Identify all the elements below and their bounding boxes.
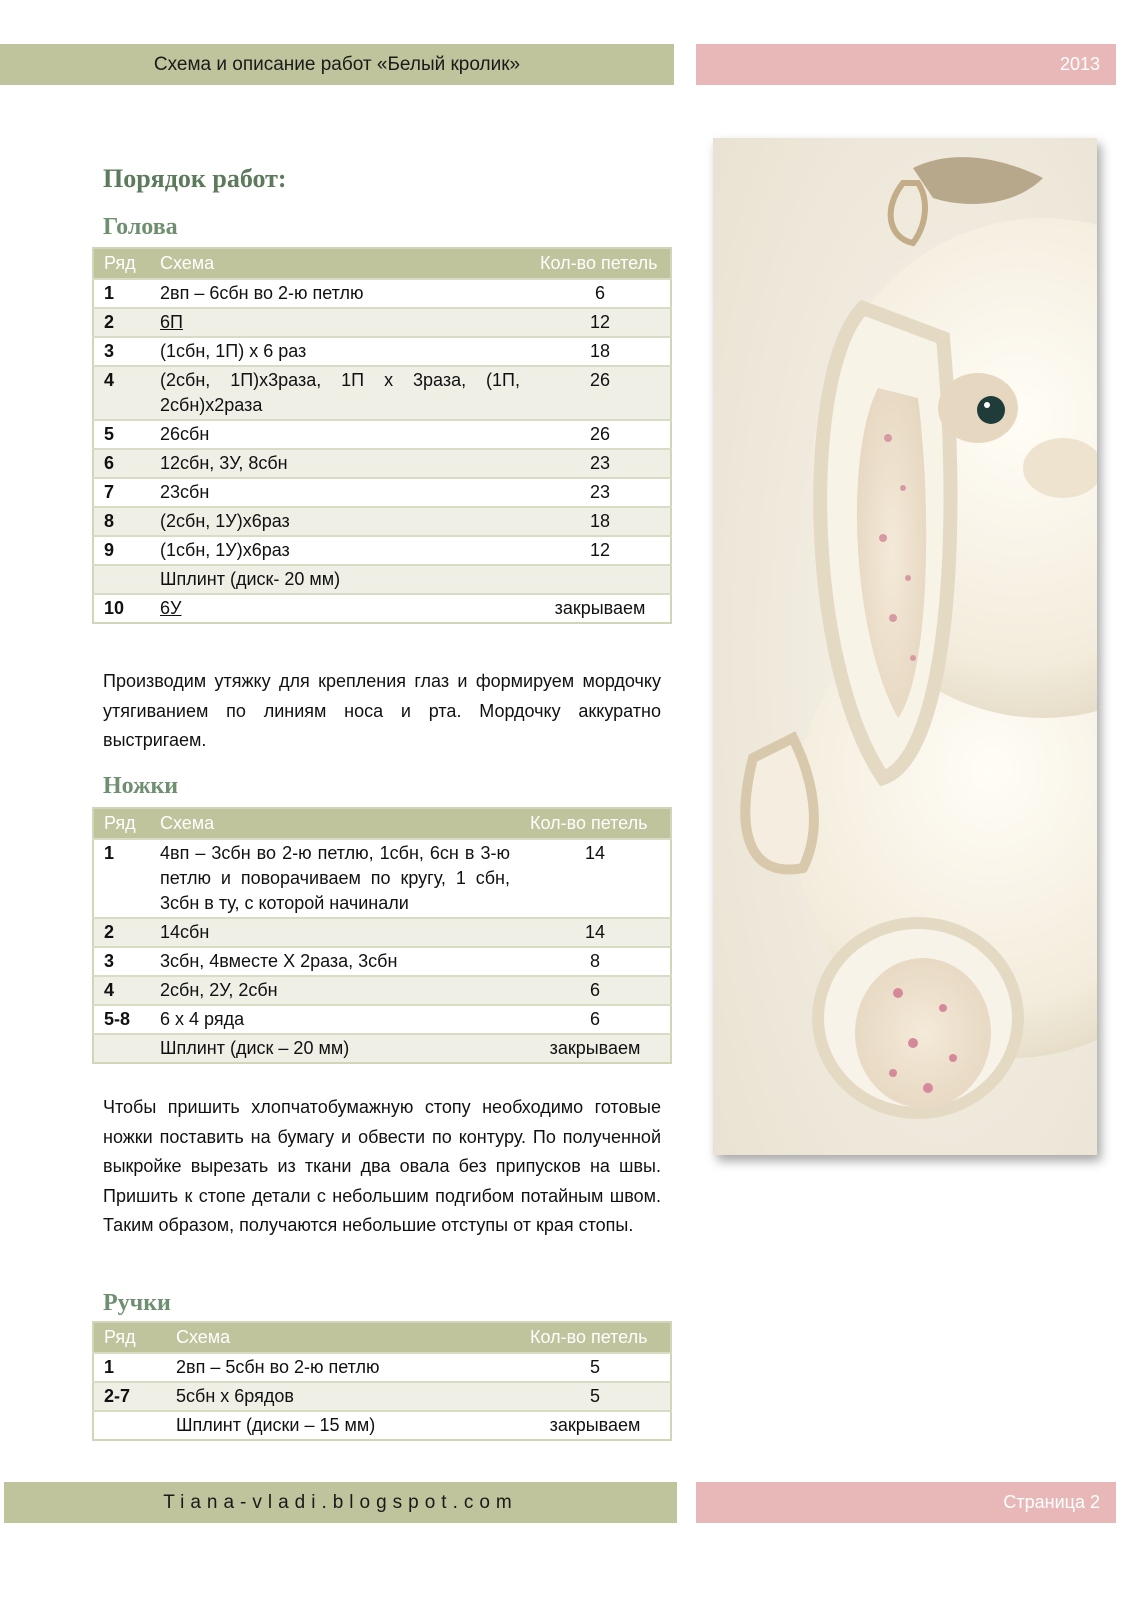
table-row: [93, 420, 671, 449]
row-count: 26: [530, 366, 671, 420]
row-scheme: [150, 594, 530, 623]
bunny-photo: [713, 138, 1097, 1155]
col-header-row: Ряд: [93, 808, 150, 839]
main-title: Порядок работ:: [103, 164, 287, 193]
table-header-row: [93, 248, 671, 279]
section-title-legs: Ножки: [103, 773, 179, 799]
row-scheme: 6 х 4 ряда: [150, 1005, 520, 1034]
table-row: [93, 536, 671, 565]
row-count: 23: [530, 449, 671, 478]
row-number: 1: [93, 279, 150, 308]
row-scheme-text: 6У: [160, 598, 182, 618]
section-title-arms: Ручки: [103, 1290, 171, 1316]
table-row: [93, 279, 671, 308]
table-row: [93, 947, 671, 976]
row-scheme: 26сбн: [150, 420, 530, 449]
row-number: 5: [93, 420, 150, 449]
row-scheme: Шплинт (диск- 20 мм): [150, 565, 530, 594]
table-row: [93, 839, 671, 918]
col-header-count: Кол-во петель: [520, 808, 671, 839]
legs-table: [92, 807, 672, 1064]
col-header-row: Ряд: [93, 1322, 166, 1353]
table-row: [93, 1382, 671, 1411]
footer-site-bar: [4, 1482, 677, 1523]
table-row: [93, 1005, 671, 1034]
row-scheme: Шплинт (диск – 20 мм): [150, 1034, 520, 1063]
table-row: [93, 1411, 671, 1440]
row-number: 2: [93, 308, 150, 337]
row-count: 6: [520, 1005, 671, 1034]
header-year: 2013: [1059, 54, 1100, 74]
table-row: [93, 449, 671, 478]
footer-page-number: Страница 2: [1003, 1492, 1100, 1512]
table-row: [93, 1034, 671, 1063]
row-count: 12: [530, 536, 671, 565]
row-count: 18: [530, 337, 671, 366]
row-count: 5: [520, 1382, 671, 1411]
col-header-count: Кол-во петель: [520, 1322, 671, 1353]
row-count: 6: [520, 976, 671, 1005]
table-row: [93, 1353, 671, 1382]
table-row: [93, 478, 671, 507]
row-number: [93, 565, 150, 594]
arms-table: [92, 1321, 672, 1441]
row-count: закрываем: [520, 1034, 671, 1063]
row-scheme: 2сбн, 2У, 2сбн: [150, 976, 520, 1005]
row-count: закрываем: [530, 594, 671, 623]
row-number: 5-8: [93, 1005, 150, 1034]
table-header-row: [93, 1322, 671, 1353]
table-header-row: [93, 808, 671, 839]
row-number: 4: [93, 366, 150, 420]
col-header-row: Ряд: [93, 248, 150, 279]
row-scheme: 2вп – 6сбн во 2-ю петлю: [150, 279, 530, 308]
row-scheme: 23сбн: [150, 478, 530, 507]
row-number: 8: [93, 507, 150, 536]
row-count: 14: [520, 839, 671, 918]
row-number: [93, 1411, 166, 1440]
legs-note: Чтобы пришить хлопчатобумажную стопу необходимо готовые ножки поставить на бумагу и обвести по контуру. По полученной выкройке вырезать из ткани два овала без припусков на швы. Пришить к стопе детали с небольшим подгибом потайным швом. Таким образом, получаются небольшие отступы от края стопы.: [103, 1097, 661, 1236]
row-count: 23: [530, 478, 671, 507]
row-count: закрываем: [520, 1411, 671, 1440]
row-scheme: [150, 308, 530, 337]
row-scheme: 5сбн х 6рядов: [166, 1382, 520, 1411]
table-row: [93, 308, 671, 337]
col-header-scheme: Схема: [150, 808, 520, 839]
row-scheme: 12сбн, 3У, 8сбн: [150, 449, 530, 478]
table-row: [93, 565, 671, 594]
footer-site: Tiana-vladi.blogspot.com: [163, 1491, 518, 1513]
row-scheme: (2сбн, 1У)х6раз: [150, 507, 530, 536]
table-row: [93, 366, 671, 420]
row-scheme: 2вп – 5сбн во 2-ю петлю: [166, 1353, 520, 1382]
row-number: 3: [93, 337, 150, 366]
row-scheme: (1сбн, 1У)х6раз: [150, 536, 530, 565]
row-count: 6: [530, 279, 671, 308]
col-header-count: Кол-во петель: [530, 248, 671, 279]
footer-page-bar: [696, 1482, 1116, 1523]
row-number: 1: [93, 839, 150, 918]
section-title-head: Голова: [103, 214, 178, 240]
col-header-scheme: Схема: [150, 248, 530, 279]
head-table: [92, 247, 672, 624]
row-number: 7: [93, 478, 150, 507]
row-number: 10: [93, 594, 150, 623]
table-row: [93, 337, 671, 366]
table-row: [93, 594, 671, 623]
header-title: Схема и описание работ «Белый кролик»: [153, 53, 521, 75]
row-number: 2: [93, 918, 150, 947]
row-number: 1: [93, 1353, 166, 1382]
row-count: 12: [530, 308, 671, 337]
row-scheme-text: 6П: [160, 312, 183, 332]
header-title-bar: [0, 44, 674, 85]
table-row: [93, 918, 671, 947]
col-header-scheme: Схема: [166, 1322, 520, 1353]
row-count: 8: [520, 947, 671, 976]
row-number: 3: [93, 947, 150, 976]
row-count: 14: [520, 918, 671, 947]
row-scheme: (1сбн, 1П) х 6 раз: [150, 337, 530, 366]
row-scheme: 3сбн, 4вместе Х 2раза, 3сбн: [150, 947, 520, 976]
row-count: 26: [530, 420, 671, 449]
row-number: 2-7: [93, 1382, 166, 1411]
row-scheme: (2сбн, 1П)х3раза, 1П х 3раза, (1П, 2сбн)х2раза: [150, 366, 530, 420]
row-number: 6: [93, 449, 150, 478]
row-number: 4: [93, 976, 150, 1005]
table-row: [93, 507, 671, 536]
bunny-illustration: [713, 138, 1097, 1155]
row-count: [530, 565, 671, 594]
row-count: 18: [530, 507, 671, 536]
row-scheme: Шплинт (диски – 15 мм): [166, 1411, 520, 1440]
header-year-bar: [696, 44, 1116, 85]
head-note: Производим утяжку для крепления глаз и формируем мордочку утягиванием по линиям носа и рта. Мордочку аккуратно выстригаем.: [103, 671, 661, 751]
row-scheme: 14сбн: [150, 918, 520, 947]
row-count: 5: [520, 1353, 671, 1382]
table-row: [93, 976, 671, 1005]
row-number: [93, 1034, 150, 1063]
row-number: 9: [93, 536, 150, 565]
row-scheme: 4вп – 3сбн во 2-ю петлю, 1сбн, 6сн в 3-ю петлю и поворачиваем по кругу, 1 сбн, 3сбн в ту, с которой начинали: [150, 839, 520, 918]
